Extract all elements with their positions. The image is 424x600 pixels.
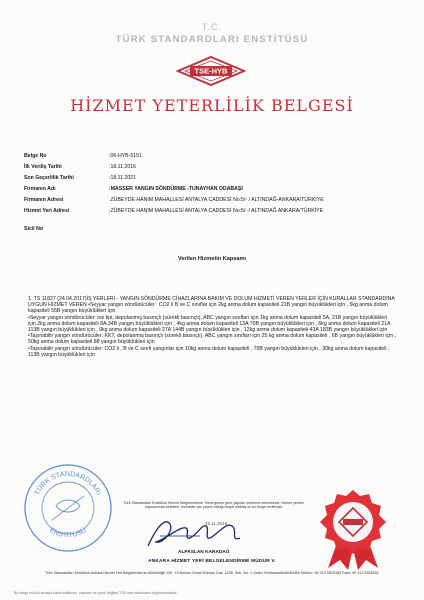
- seal-stamp-icon: [22, 462, 114, 554]
- seal-bottom-text: ENSTİTÜSÜ: [48, 526, 88, 540]
- tc-header: T.C.: [201, 22, 222, 32]
- seal-top-text: TÜRK STANDARDLARI: [34, 470, 103, 497]
- field-value: :18.11.2021: [109, 175, 137, 181]
- field-label: Son Geçerlilik Tarihi: [24, 175, 74, 181]
- scope-paragraph: 1. TS 11827 (24.04.2017)İŞ YERLERİ - YANGIN SÖNDÜRME CİHAZLARINA BAKIM VE DOLUM HİZMETİ VEREN YERLER İÇİN KURALLAR STANDARDINA UYGUN HİZMET VEREN •Seyyar yangın söndürücüler : CO2 li B ve C sınıflar için 2kg anma dolum kapasiteli 21B yangın büyüklükleri için , 5kg anma dolum kapasiteli 55B yangın büyüklükleri için: [28, 296, 395, 315]
- institution-address: Türk Standardları Enstitüsü Ankara Hizmet Yeri Belgelendirme Müdürlüğü 100. Yıl Bulvarı Cevat Dündar Cad. 1236. Sok. No: 1 Ostim Yenimahalle/ANKARA Telefon: 90 312 5925183 Faks: 90 312 5925182: [45, 571, 379, 575]
- tse-logo-icon: [176, 56, 246, 86]
- field-label: Belge No: [24, 153, 47, 159]
- signer-role: ANKARA HİZMET YERİ BELGELENDİRME MÜDÜR V.: [148, 559, 276, 564]
- issue-date: 15.11.2016: [205, 521, 228, 526]
- svg-text:ENSTİTÜSÜ: [48, 526, 87, 539]
- handwritten-signature: [140, 514, 250, 550]
- field-value: :18.11.2016: [109, 164, 137, 170]
- red-ribbon-seal-icon: [318, 488, 388, 570]
- bottom-note: Bu belge hukuki amaçla kabul edilemez, kapsam ve içerik bilgileri TSE web sitesinden doğrulanmalıdır.: [14, 591, 178, 595]
- field-label: Firmanın Adı: [24, 186, 56, 192]
- field-value: :ZÜBEYDE HANIM MAHALLESİ ANTALYA CADDESİ No:5/- / ALTINDAĞ-ANKARA/TÜRKİYE: [109, 197, 324, 203]
- field-label: Firmanın Adresi: [24, 197, 64, 203]
- institution-name: TÜRK STANDARDLARI ENSTİTÜSÜ: [115, 34, 309, 45]
- scope-paragraph: •Taşınabilir yangın söndürücüler: KKT, depolanmış basınçlı (sürekli basınçlı), ABC yangın sınıfları için 25 kg anma dolum kapasiteli , 6B yangın büyüklükleri için , 50kg anma dolum kapasiteli 88 yangın büyüklükleri için: [28, 333, 397, 346]
- certification-footnote: Türk Standardları Enstitüsü Hizmet Belgelendirme Yönergesine göre yapılan inceleme neticesinde, hizmet yerinin, kapsamında belirtilen, hizmetler için yeterli olduğu tespit edilmiş ve bu belge verilmiştir.: [123, 501, 305, 510]
- svg-text:TÜRK STANDARDLARI: [34, 471, 102, 496]
- scope-paragraph: •Taşınabilir yangın söndürücüler: CO2 li , B ve C sınıfı yangınlar için 10kg anma dolum kapasiteli , 70B yangın büyüklükleri için , 30kg anma dolum kapasiteli , 113B yangın büyüklükleri için: [28, 345, 390, 358]
- field-value: :06-HYB-5151: [109, 153, 142, 159]
- scope-paragraph: •Seyyar yangın söndürücüler: toz tipi, depolanmış basınçlı (sürekli basınçlı), ABC yangın sınıfları için 1kg anma dolum kapasiteli 5A, 21B yangın büyüklükleri için 2kg anma dolum kapasiteli 8A,34B yangın büyüklükleri için , 4kg anma dolum kapasiteli 13A 70B yangın büyüklükleri için , 6kg anma dolum kapasiteli 21A 113B yangın büyüklükleri için , 9kg anma dolum kapasiteli 27A 144B yangın büyüklükleri için , 12kg anma dolum kapasiteli 43A 183B yangın büyüklükleri için: [28, 314, 391, 334]
- field-value: :ZÜBEYDE HANIM MAHALLESİ ANTALYA CADDESİ No:5/- / ALTINDAĞ ANKARA/TÜRKİYE: [109, 208, 324, 214]
- scope-text: [28, 296, 396, 358]
- field-label: Hizmet Yeri Adresi: [24, 208, 70, 214]
- scope-title: Verilen Hizmetin Kapsamı: [177, 256, 247, 262]
- certificate-title: HİZMET YETERLİLİK BELGESİ: [70, 96, 354, 115]
- logo-text: TSE-HYB: [194, 66, 228, 76]
- field-label: Sicil No: [24, 226, 44, 232]
- field-value: :MASSER YANGIN SÖNDÜRME -TUNAYHAN ODABAŞI: [109, 186, 243, 192]
- signer-name: ALPASLAN KARADAĞ: [178, 550, 230, 555]
- field-label: İlk Veriliş Tarihi: [24, 164, 62, 170]
